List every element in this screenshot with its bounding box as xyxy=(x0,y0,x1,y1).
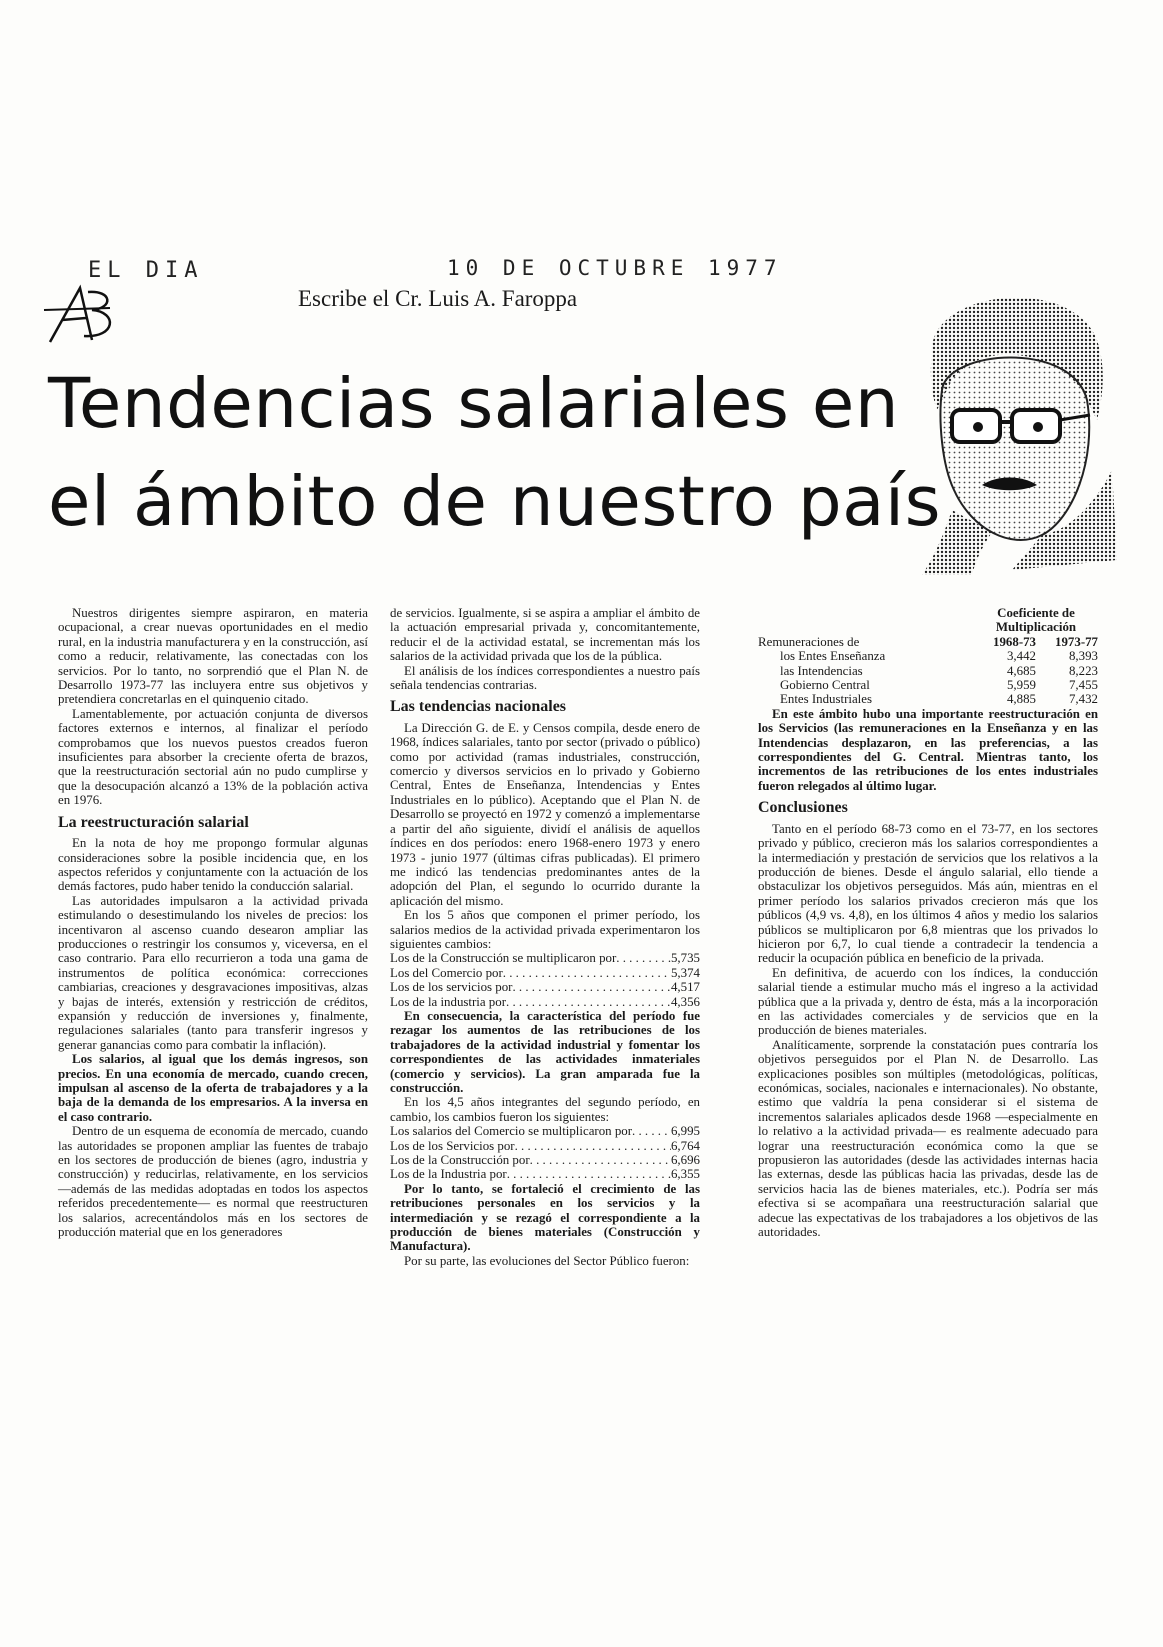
table-cell: 7,432 xyxy=(1068,692,1098,707)
paragraph: Lamentablemente, por actuación conjunta de diversos factores externos e internos, al finalizar el período comprobamos que los nuevos puestos creados fueron insuficientes para absorber la creciente oferta de brazos, que la reestructuración sectorial aún no pudo cumplirse y que la desocupación alcanzó a 13% de la población activa en 1976. xyxy=(58,706,368,808)
paragraph: de servicios. Igualmente, si se aspira a ampliar el ámbito de la actuación empresarial privada y, concomitantemente, reducir el de la actividad estatal, se incrementan más los salarios de la actividad privada que los de la pública. xyxy=(390,606,700,664)
headline-line-1: Tendencias salariales en xyxy=(48,364,900,444)
private-sector-list-1973-77 xyxy=(390,1124,700,1182)
paragraph: En los 4,5 años integrantes del segundo período, en cambio, los cambios fueron los siguientes: xyxy=(390,1095,700,1124)
list-item-value: 6,995 xyxy=(670,1124,700,1139)
table-row xyxy=(758,649,1098,663)
public-sector-table xyxy=(758,606,1098,707)
section-heading: Conclusiones xyxy=(758,799,848,817)
list-item xyxy=(390,966,700,980)
list-item xyxy=(390,1167,700,1181)
paragraph: Nuestros dirigentes siempre aspiraron, en materia ocupacional, a crear nuevas oportunidades en el medio rural, en la industria manufacturera y en la construcción, así como a reducir, relativamente, las conectadas con los servicios. Por lo tanto, no sorprendió que el Plan N. de Desarrollo 1973-77 las incluyera entre sus objetivos y pretendiera concretarlas en el quinquenio citado. xyxy=(58,606,368,707)
article-column-3 xyxy=(758,606,1098,1239)
byline: Escribe el Cr. Luis A. Faroppa xyxy=(298,286,578,311)
list-item xyxy=(390,1153,700,1167)
table-row xyxy=(758,678,1098,692)
table-row xyxy=(758,692,1098,706)
list-item xyxy=(390,1139,700,1153)
list-item-label: Los de la Construcción por xyxy=(390,1153,530,1168)
paragraph: En definitiva, de acuerdo con los índices, la conducción salarial tiende a estimular mucho más el ingreso a la actividad pública que a la privada y, dentro de ésta, más a la incorporación en las actividades comerciales y de servicios que en la producción de bienes materiales. xyxy=(758,965,1098,1038)
list-item-value: 6,355 xyxy=(670,1167,700,1182)
list-item-value: 5,374 xyxy=(670,965,700,980)
paragraph: Dentro de un esquema de economía de mercado, cuando las autoridades se proponen ampliar las fuentes de trabajo en los sectores de producción de bienes (agro, industria y construcción) y reducirlas, relativamente, en los servicios —además de las medidas adoptadas en todos los aspectos referidos precedentemente— es normal que reestructuren los salarios, acrecentándolos más en los sectores de producción material que en los generadores xyxy=(58,1124,368,1240)
paragraph: Analíticamente, sorprende la constatación pues contraría los objetivos perseguidos por el Plan N. de Desarrollo. Las explicaciones posibles son múltiples (metodológicas, políticas, económicas, sociales, nacionales e internacionales). No obstante, estimo que valdría la pena considerar si el sistema de incrementos salariales aplicados desde 1968 —especialmente en lo relativo a la actividad privada— es realmente adecuado para lograr una reestructuración económica como la que se propusieron las autoridades (desde las actividades internas hacia las externas, desde las públicas hacia las privadas, desde las de servicios hacia las de bienes materiales, etc.). Podría ser más efectiva si se acompañara una reestructuración salarial que adecue las expectativas de los trabajadores a los objetivos de las autoridades. xyxy=(758,1037,1098,1240)
paragraph: En los 5 años que componen el primer período, los salarios medios de la actividad privada experimentaron los siguientes cambios: xyxy=(390,908,700,951)
list-item-label: Los del Comercio por xyxy=(390,965,503,980)
table-header: Multiplicación xyxy=(995,620,1077,635)
table-cell-label: las Intendencias xyxy=(780,663,863,678)
paragraph: La Dirección G. de E. y Censos compila, desde enero de 1968, índices salariales, tanto por sector (privado o público) como por actividad (ramas industriales, construcción, comercio y diversos servicios en lo privado y Gobierno Central, Entes de Enseñanza, Intendencias y Entes Industriales en lo público). Aceptando que el Plan N. de Desarrollo se proyectó en 1972 y comenzó a implementarse a partir del año siguiente, dividí el análisis de aquellos índices en dos períodos: enero 1968-enero 1973 y enero 1973 - junio 1977 (últimas cifras publicadas). El primero me indicó las tendencias predominantes antes de la adopción del Plan, el segundo lo ocurrido durante la aplicación del mismo. xyxy=(390,720,700,908)
list-item-label: Los de la Construcción se multiplicaron por xyxy=(390,951,617,966)
section-heading: La reestructuración salarial xyxy=(58,813,249,831)
list-item-value: 5,735 xyxy=(670,951,700,966)
headline xyxy=(48,355,942,551)
table-column-label: Remuneraciones de xyxy=(758,634,860,649)
table-cell: 7,455 xyxy=(1068,678,1098,693)
private-sector-list-1968-73 xyxy=(390,951,700,1009)
table-cell: 8,223 xyxy=(1068,663,1098,678)
table-cell-label: Gobierno Central xyxy=(780,678,870,693)
handwritten-date: 10 DE OCTUBRE 1977 xyxy=(447,256,783,280)
paragraph: El análisis de los índices correspondientes a nuestro país señala tendencias contrarias. xyxy=(390,663,700,693)
list-item xyxy=(390,1124,700,1138)
paragraph-bold: Por lo tanto, se fortaleció el crecimiento de las retribuciones personales en los servicios y la intermediación y se rezagó el correspondiente a la producción de bienes materiales (Construcción y Manufactura). xyxy=(390,1181,700,1254)
table-cell: 3,442 xyxy=(1006,649,1036,664)
list-item-label: Los de la Industria por xyxy=(390,1167,507,1182)
table-row xyxy=(758,664,1098,678)
list-item-label: Los de los servicios por xyxy=(390,980,513,995)
list-item xyxy=(390,980,700,994)
list-item-label: Los de la industria por xyxy=(390,994,506,1009)
list-item xyxy=(390,995,700,1009)
headline-line-2: el ámbito de nuestro país xyxy=(48,462,942,542)
paragraph: Las autoridades impulsaron a la actividad privada estimulando o desestimulando los niveles de precios: los incentivaron al ascenso cuando desearon ampliar las producciones o restringir los consumos y, viceversa, en el caso contrario. Para ello recurrieron a toda una gama de instrumentos de política económica: correcciones cambiarias, creaciones y desgravaciones impositivas, alzas y bajas de interés, extensión y restricción de créditos, expansión y reducción de inversiones y, finalmente, regulaciones salariales (tanto para transferir ingresos y generar ganancias como para combatir la inflación). xyxy=(58,893,368,1052)
list-item-label: Los salarios del Comercio se multiplicaron por xyxy=(390,1124,633,1139)
table-cell-label: los Entes Enseñanza xyxy=(780,649,886,664)
article-column-1 xyxy=(58,606,368,1239)
paragraph-bold: En este ámbito hubo una importante reestructuración en los Servicios (las remuneraciones en la Enseñanza y en las Intendencias desplazaron, en las preferencias, a las correspondientes del G. Central. Mientras tanto, los incrementos de las retribuciones de los entes industriales fueron relegados al último lugar. xyxy=(758,706,1098,793)
table-cell-label: Entes Industriales xyxy=(780,692,873,707)
list-item-value: 6,764 xyxy=(670,1138,700,1153)
paragraph: En la nota de hoy me propongo formular algunas consideraciones sobre la posible incidencia que, en los aspectos referidos y conjuntamente con la actuación de los demás factores, pudo haber tenido la conducción salarial. xyxy=(58,836,368,894)
paragraph: Por su parte, las evoluciones del Sector Público fueron: xyxy=(404,1253,690,1268)
list-item xyxy=(390,951,700,965)
table-period-header: 1968-73 xyxy=(993,634,1036,649)
table-cell: 4,885 xyxy=(1006,692,1036,707)
handwritten-initials-mark xyxy=(40,282,120,352)
article-column-2 xyxy=(390,606,700,1268)
table-cell: 5,959 xyxy=(1006,678,1036,693)
table-cell: 4,685 xyxy=(1006,663,1036,678)
list-item-value: 4,356 xyxy=(670,994,700,1009)
paragraph-bold: Los salarios, al igual que los demás ingresos, son precios. En una economía de mercado, cuando crecen, impulsan al ascenso de la oferta de trabajadores y a la baja de la demanda de los empresarios. A la inversa en el caso contrario. xyxy=(58,1052,368,1124)
section-heading: Las tendencias nacionales xyxy=(390,698,567,716)
handwritten-newspaper-name: EL DIA xyxy=(88,258,204,283)
list-item-value: 6,696 xyxy=(670,1153,700,1168)
paragraph: Tanto en el período 68-73 como en el 73-77, en los sectores privado y público, crecieron más los salarios correspondientes a la intermediación y prestación de servicios que los relativos a la producción de bienes. Desde el ángulo salarial, ello tiende a obstaculizar los objetivos perseguidos. Más aún, mientras en el primer período los salarios privados crecieron más que los públicos (4,9 vs. 4,8), en los últimos 4 años y medio los salarios públicos se multiplicaron por 6,8 mientras que los privados lo hicieron por 6,7, lo cual tiende a contradecir la tendencia a reducir la ocupación pública en beneficio de la privada. xyxy=(758,821,1098,966)
table-period-header: 1973-77 xyxy=(1055,634,1098,649)
paragraph-bold: En consecuencia, la característica del período fue rezagar los aumentos de las retribuciones de los trabajadores de la actividad industrial y fomentar los correspondientes de las actividades inmateriales (comercio y servicios). La gran amparada fue la construcción. xyxy=(390,1008,700,1095)
list-item-value: 4,517 xyxy=(670,980,700,995)
author-portrait-image xyxy=(892,270,1132,580)
table-header: Coeficiente de xyxy=(997,606,1075,620)
list-item-label: Los de los Servicios por xyxy=(390,1138,515,1153)
table-cell: 8,393 xyxy=(1068,649,1098,664)
